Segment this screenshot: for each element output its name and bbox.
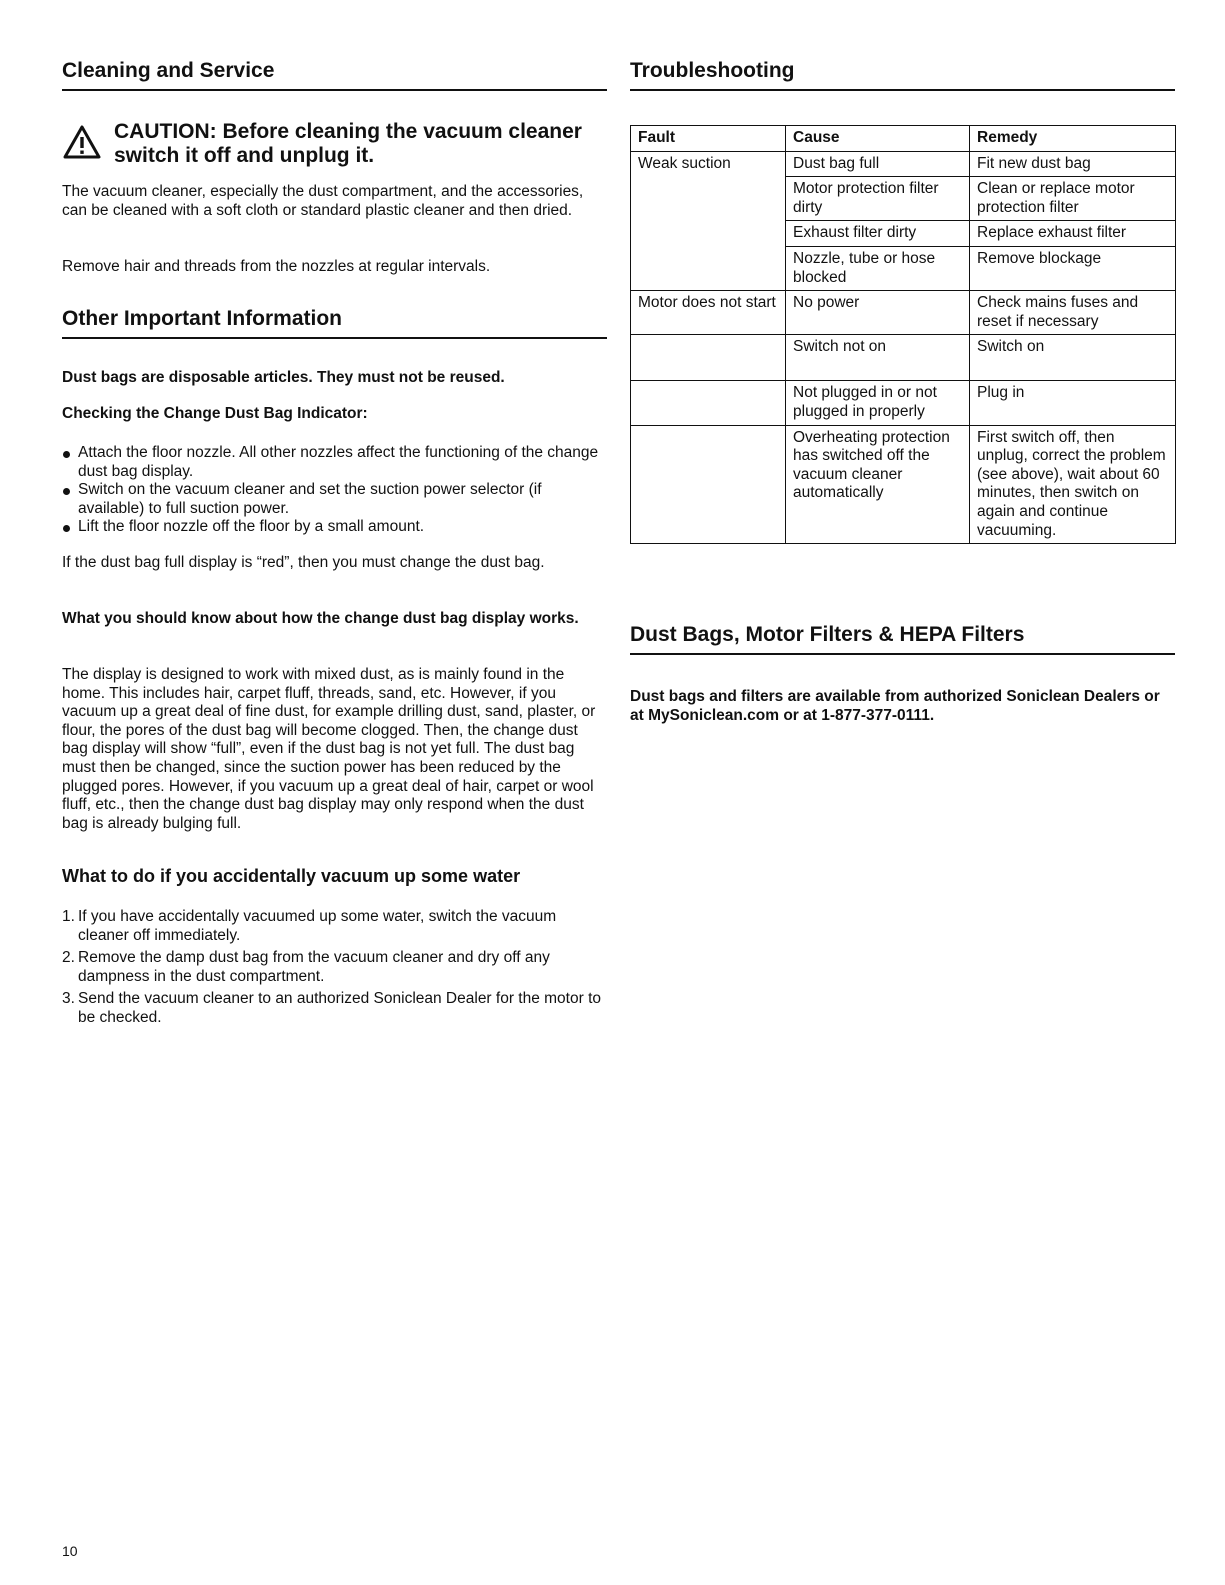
filters-paragraph: Dust bags and filters are available from authorized Soniclean Dealers or at MySoniclean.com or at 1-877-377-0111. xyxy=(630,688,1160,724)
header-cause: Cause xyxy=(786,126,970,152)
nozzle-paragraph: Remove hair and threads from the nozzles at regular intervals. xyxy=(62,258,491,275)
table-row xyxy=(631,291,1176,335)
remedy-cell: First switch off, then unplug, correct the problem (see above), wait about 60 minutes, then switch on again and continue vacuuming. xyxy=(970,425,1176,544)
cleaning-paragraph: The vacuum cleaner, especially the dust compartment, and the accessories, can be cleaned with a soft cloth or standard plastic cleaner and then dried. xyxy=(62,183,584,219)
checking-bullets xyxy=(62,444,607,537)
table-row xyxy=(631,335,1176,381)
remedy-cell: Remove blockage xyxy=(970,246,1176,290)
page-number: 10 xyxy=(62,1543,78,1559)
caution-box xyxy=(62,120,607,168)
remedy-cell: Fit new dust bag xyxy=(970,151,1176,177)
remedy-cell: Replace exhaust filter xyxy=(970,221,1176,247)
list-item: 2. Remove the damp dust bag from the vacuum cleaner and dry off any dampness in the dust compartment. xyxy=(62,949,550,985)
water-steps xyxy=(62,908,607,1028)
know-paragraph: The display is designed to work with mixed dust, as is mainly found in the home. This includes hair, carpet fluff, threads, sand, etc. However, if you vacuum up a great deal of fine dust, for example drilling dust, sand, plaster, or flour, the pores of the dust bag will become clogged. Then, the change dust bag display will show “full”, even if the dust bag is not yet full. The dust bag must then be changed, since the suction power has been reduced by the plugged pores. However, if you vacuum up a great deal of hair, carpet or wool fluff, etc., then the change dust bag display may only respond when the dust bag is already bulging full. xyxy=(62,666,596,832)
water-heading: What to do if you accidentally vacuum up some water xyxy=(62,866,521,886)
troubleshooting-title: Troubleshooting xyxy=(630,58,1175,91)
other-info-title: Other Important Information xyxy=(62,306,607,339)
table-row xyxy=(631,425,1176,544)
caution-text: CAUTION: Before cleaning the vacuum cleaner switch it off and unplug it. xyxy=(114,120,582,168)
list-item: Attach the floor nozzle. All other nozzles affect the functioning of the change dust bag display. xyxy=(62,444,607,481)
cause-cell: Overheating protection has switched off the vacuum cleaner automatically xyxy=(786,425,970,544)
table-header-row xyxy=(631,126,1176,152)
fault-cell xyxy=(631,381,786,425)
list-item: Lift the floor nozzle off the floor by a small amount. xyxy=(62,518,607,537)
table-row xyxy=(631,381,1176,425)
troubleshooting-table xyxy=(630,125,1176,544)
warning-triangle-icon xyxy=(62,124,102,160)
remedy-cell: Plug in xyxy=(970,381,1176,425)
table-row xyxy=(631,151,1176,177)
fault-cell: Motor does not start xyxy=(631,291,786,335)
checking-heading: Checking the Change Dust Bag Indicator: xyxy=(62,405,368,422)
header-remedy: Remedy xyxy=(970,126,1176,152)
dust-bags-note: Dust bags are disposable articles. They must not be reused. xyxy=(62,369,505,386)
remedy-cell: Clean or replace motor protection filter xyxy=(970,177,1176,221)
remedy-cell: Switch on xyxy=(970,335,1176,381)
list-item: Switch on the vacuum cleaner and set the suction power selector (if available) to full suction power. xyxy=(62,481,607,518)
header-fault: Fault xyxy=(631,126,786,152)
full-display-paragraph: If the dust bag full display is “red”, then you must change the dust bag. xyxy=(62,554,545,571)
cause-cell: Dust bag full xyxy=(786,151,970,177)
remedy-cell: Check mains fuses and reset if necessary xyxy=(970,291,1176,335)
cause-cell: Motor protection filter dirty xyxy=(786,177,970,221)
fault-cell xyxy=(631,335,786,381)
list-item: 3. Send the vacuum cleaner to an authorized Soniclean Dealer for the motor to be checked. xyxy=(62,990,602,1026)
know-heading: What you should know about how the change dust bag display works. xyxy=(62,610,579,627)
cause-cell: Switch not on xyxy=(786,335,970,381)
fault-cell: Weak suction xyxy=(631,151,786,291)
cleaning-service-title: Cleaning and Service xyxy=(62,58,607,91)
cause-cell: Not plugged in or not plugged in properly xyxy=(786,381,970,425)
cause-cell: No power xyxy=(786,291,970,335)
cause-cell: Exhaust filter dirty xyxy=(786,221,970,247)
filters-title: Dust Bags, Motor Filters & HEPA Filters xyxy=(630,622,1175,655)
cause-cell: Nozzle, tube or hose blocked xyxy=(786,246,970,290)
fault-cell xyxy=(631,425,786,544)
list-item: 1. If you have accidentally vacuumed up some water, switch the vacuum cleaner off immediately. xyxy=(62,908,557,944)
